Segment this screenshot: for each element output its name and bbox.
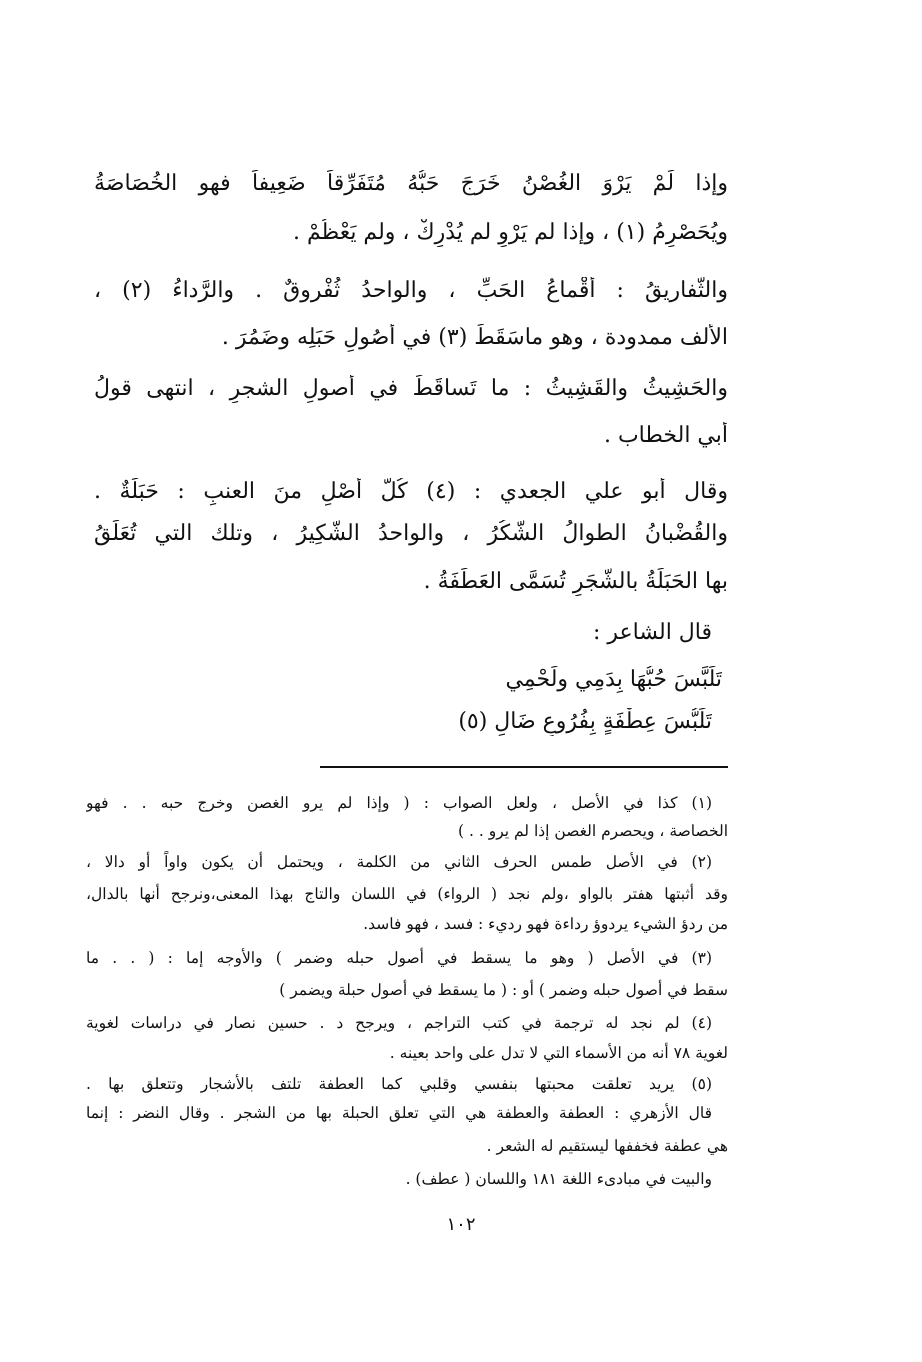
footnote-line-2: الخصاصة ، ويحصرم الغصن إذا لم يرو . . ): [458, 822, 728, 840]
page-number: ١٠٢: [446, 1214, 476, 1235]
footnote-line-8: (٤) لم نجد له ترجمة في كتب التراجم ، ويرجح د . حسين نصار في دراسات لغوية: [86, 1014, 712, 1032]
body-line-3: والثَّفاريقُ : أقْماعُ الحَبِّ ، والواحدُ ثُفْروقٌ . والرَّداءُ (٢) ،: [94, 278, 728, 303]
footnote-line-7: سقط في أصول حبله وضمر ) أو : ( ما يسقط في أصول حبلة ويضمر ): [279, 981, 728, 999]
footnote-line-13: والبيت في مبادىء اللغة ١٨١ واللسان ( عطف) .: [405, 1170, 712, 1188]
body-line-5: والحَشِيثُ والقَشِيثُ : ما تَساقَطَ في أصولِ الشجرِ ، انتهى قولُ: [94, 376, 728, 401]
verse-hemistich-1: تَلَبَّسَ حُبُّهَا بِدَمِي ولَحْمِي: [505, 667, 722, 692]
body-line-6: أبي الخطاب .: [603, 423, 728, 448]
footnote-line-3: (٢) في الأصل طمس الحرف الثاني من الكلمة ، ويحتمل أن يكون واواً أو دالا ،: [86, 853, 712, 871]
body-line-4: الألف ممدودة ، وهو ماسَقَطَ (٣) في أُصُولِ حَبَلِه وضَمُرَ .: [221, 325, 728, 350]
footnote-line-12: هي عطفة فخففها ليستقيم له الشعر .: [486, 1137, 728, 1155]
poet-intro: قال الشاعر :: [592, 620, 712, 645]
footnote-line-10: (٥) يريد تعلقت محبتها بنفسي وقلبي كما العطفة تلتف بالأشجار وتتعلق بها .: [86, 1075, 712, 1093]
footnote-line-6: (٣) في الأصل ( وهو ما يسقط في أصول حبله وضمر ) والأوجه إما : ( . . ما: [86, 949, 712, 967]
footnote-line-1: (١) كذا في الأصل ، ولعل الصواب : ( وإذا لم يرو الغصن وخرج حبه . . فهو: [86, 794, 712, 812]
footnote-line-5: من ردؤ الشيء يردوؤ رداءة فهو رديء : فسد ، فهو فاسد.: [363, 915, 728, 933]
body-line-7: وقال أبو علي الجعدي : (٤) كُلُّ أَصْلٍ منَ العنبِ : حَبَلَةٌ .: [94, 479, 728, 504]
footnote-line-4: وقد أثبتها هفتر بالواو ،ولم نجد ( الرواء) في اللسان والتاج بهذا المعنى،ونرجح أنها بالدال،: [86, 885, 728, 903]
footnote-line-11: قال الأزهري : العطفة والعطفة هي التي تعلق الحبلة بها من الشجر . وقال النضر : إنما: [86, 1104, 712, 1122]
body-line-1: وإذا لَمْ يَرْوَ الغُصْنُ خَرَجَ حَبُّهُ مُتَفَرِّقاً ضَعِيفاً فهو الخُصَاصَةُ: [94, 171, 728, 196]
footnote-separator: [320, 766, 728, 768]
footnote-line-9: لغوية ٧٨ أنه من الأسماء التي لا تدل على واحد بعينه .: [389, 1044, 728, 1062]
body-line-9: بها الحَبَلَةُ بالشَّجَرِ تُسَمَّى العَطَفَةُ .: [423, 569, 728, 594]
verse-hemistich-2: تَلَبُّسَ عِطْفَةٍ بِفُرُوعِ ضَالِ (٥): [458, 709, 712, 734]
body-line-2: ويُحَصْرِمُ (١) ، وإذا لم يَرْوِ لم يُدْرِكْ ، ولم يَعْظُمْ .: [293, 220, 728, 245]
body-line-8: والقُضْبانُ الطوالُ الشُّكُرُ ، والواحدُ الشَّكِيرُ ، وتلك التي تُعَلِّقُ: [94, 521, 728, 546]
